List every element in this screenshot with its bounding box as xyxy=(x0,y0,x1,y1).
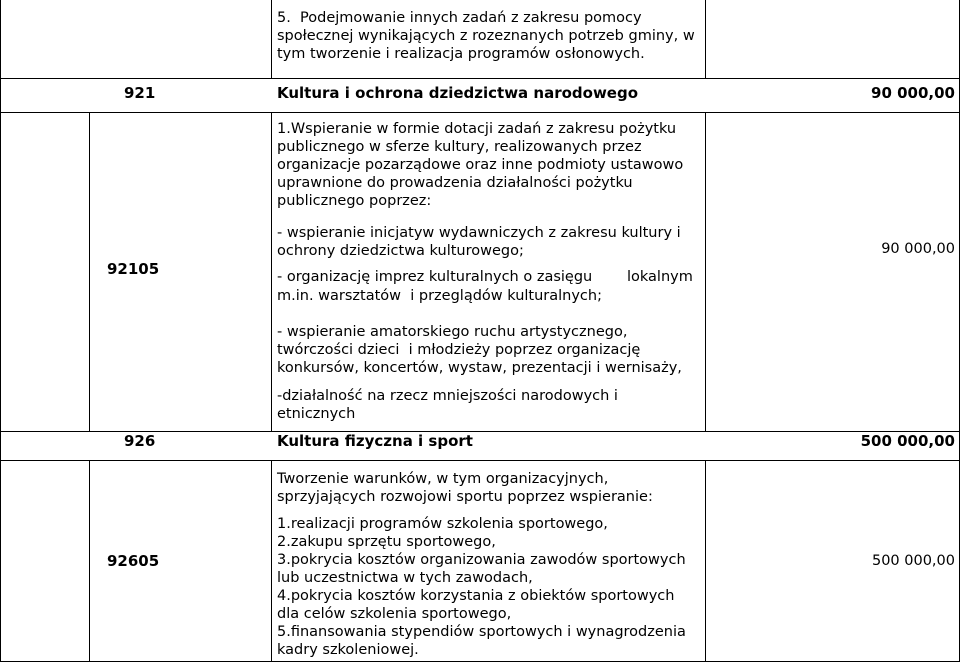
list-item: 2.zakupu sprzętu sportowego, xyxy=(277,534,496,550)
list-item: dla celów szkolenia sportowego, xyxy=(277,606,512,622)
list-item: 1.realizacji programów szkolenia sportowego, xyxy=(277,516,608,532)
text-line: konkursów, koncertów, wystaw, prezentacji i wernisaży, xyxy=(277,360,682,376)
row-code-92105: 92105 xyxy=(107,260,160,278)
column-divider-amount xyxy=(705,0,706,78)
text-line: - wspieranie amatorskiego ruchu artystycznego, xyxy=(277,324,628,340)
column-divider-amount xyxy=(705,460,706,662)
text-line: -działalność na rzecz mniejszości narodowych i xyxy=(277,388,618,404)
column-divider-description xyxy=(271,0,272,78)
list-item: 5.finansowania stypendiów sportowych i wynagrodzenia xyxy=(277,624,686,640)
row-divider xyxy=(0,112,960,113)
column-divider-code xyxy=(89,460,90,662)
column-divider-amount xyxy=(705,112,706,431)
row-amount-92105: 90 000,00 xyxy=(881,241,955,257)
text-line: organizacje pozarządowe oraz inne podmioty ustawowo xyxy=(277,157,684,173)
text-line: etnicznych xyxy=(277,406,356,422)
text-line: 5. Podejmowanie innych zadań z zakresu pomocy xyxy=(277,10,642,26)
text-line: publicznego poprzez: xyxy=(277,193,432,209)
section-code-921: 921 xyxy=(124,84,156,102)
text-line: publicznego w sferze kultury, realizowanych przez xyxy=(277,139,642,155)
column-divider-description xyxy=(271,460,272,662)
row-amount-92605: 500 000,00 xyxy=(871,553,955,569)
list-item: lub uczestnictwa w tych zawodach, xyxy=(277,570,533,586)
top-item-description xyxy=(277,9,695,63)
row-92105-para3-left: - organizację imprez kulturalnych o zasięgu xyxy=(277,269,593,285)
row-92105-para4 xyxy=(277,323,682,377)
section-amount-926: 500 000,00 xyxy=(860,432,955,450)
row-92105-para3-line2: m.in. warsztatów i przeglądów kulturalnych; xyxy=(277,288,602,304)
row-92105-para3-right: lokalnym xyxy=(627,269,693,285)
column-divider-description xyxy=(271,112,272,431)
section-title-926: Kultura fizyczna i sport xyxy=(277,432,473,450)
section-amount-921: 90 000,00 xyxy=(871,84,955,102)
column-divider-code xyxy=(89,112,90,431)
row-92105-para2 xyxy=(277,224,681,260)
text-line: twórczości dzieci i młodzieży poprzez organizację xyxy=(277,342,641,358)
text-line: uprawnione do prowadzenia działalności pożytku xyxy=(277,175,633,191)
section-code-926: 926 xyxy=(124,432,156,450)
text-line: Tworzenie warunków, w tym organizacyjnych, xyxy=(277,471,609,487)
text-line: 1.Wspieranie w formie dotacji zadań z zakresu pożytku xyxy=(277,121,677,137)
row-92605-list xyxy=(277,515,686,659)
row-divider xyxy=(0,460,960,461)
text-line: - wspieranie inicjatyw wydawniczych z zakresu kultury i xyxy=(277,225,681,241)
row-92105-para1 xyxy=(277,120,683,210)
row-92105-para5 xyxy=(277,387,618,423)
list-item: 4.pokrycia kosztów korzystania z obiektów sportowych xyxy=(277,588,675,604)
text-line: tym tworzenie i realizacja programów osłonowych. xyxy=(277,46,645,62)
row-divider xyxy=(0,78,960,79)
text-line: ochrony dziedzictwa kulturowego; xyxy=(277,243,524,259)
text-line: społecznej wynikających z rozeznanych potrzeb gminy, w xyxy=(277,28,695,44)
table-border-left xyxy=(0,0,1,662)
section-title-921: Kultura i ochrona dziedzictwa narodowego xyxy=(277,84,639,102)
row-92605-intro xyxy=(277,470,653,506)
text-line: sprzyjających rozwojowi sportu poprzez wspieranie: xyxy=(277,489,653,505)
list-item: kadry szkoleniowej. xyxy=(277,642,419,658)
list-item: 3.pokrycia kosztów organizowania zawodów sportowych xyxy=(277,552,686,568)
row-code-92605: 92605 xyxy=(107,552,160,570)
